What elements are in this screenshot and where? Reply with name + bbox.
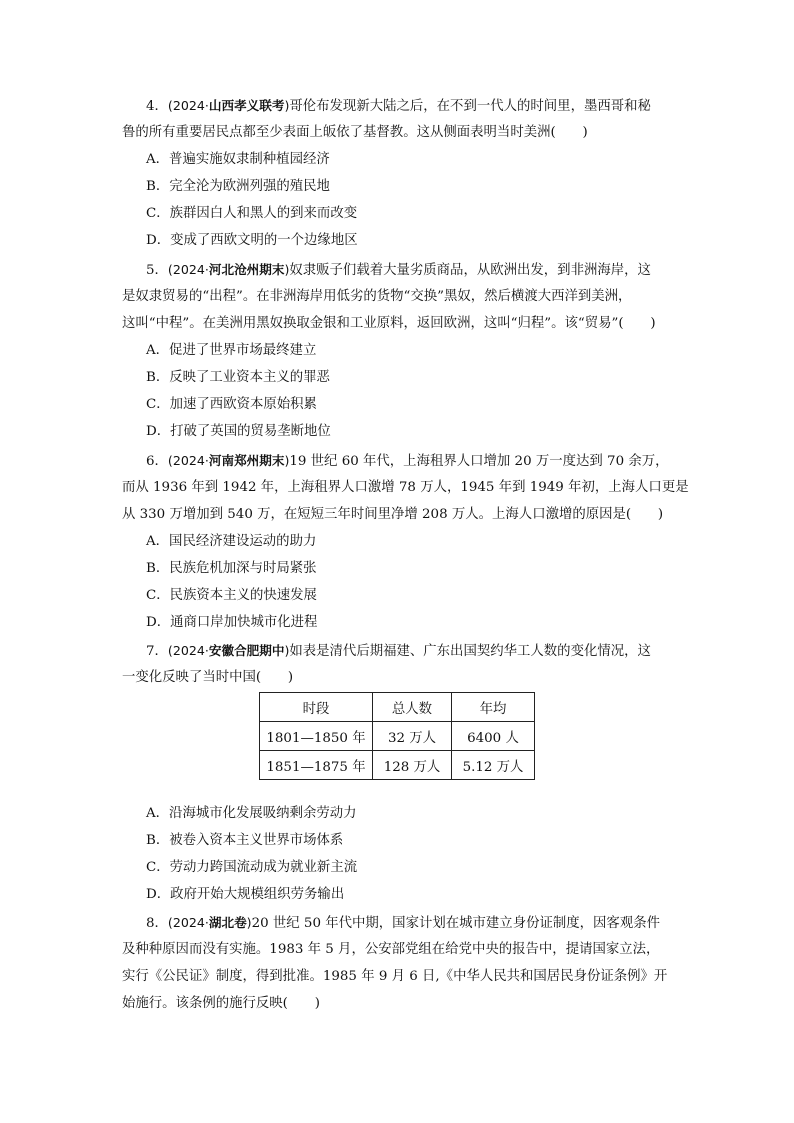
option-a: A．促进了世界市场最终建立 [146,343,317,358]
question-number: 8． [146,916,168,931]
table-row [260,722,535,751]
question-number: 5． [146,263,168,278]
table-header-cell: 总人数 [373,693,452,722]
option-a: A．沿海城市化发展吸纳剩余劳动力 [146,806,357,821]
table-header-row [260,693,535,722]
option-b: B．被卷入资本主义世界市场体系 [146,833,344,848]
question-source: (2024·山西孝义联考) [167,98,290,113]
question-stem-text: 19 世纪 60 年代，上海租界人口增加 20 万一度达到 70 余万， [289,454,669,469]
option-d: D．政府开始大规模组织劳务输出 [146,887,345,902]
question-4-line-1 [122,92,678,119]
table-header-cell: 年均 [452,693,535,722]
question-5 [122,256,678,445]
question-source: (2024·河南郑州期末) [167,453,290,468]
question-number: 4． [146,99,168,114]
question-stem-text: 从 330 万增加到 540 万，在短短三年时间里净增 208 万人。上海人口激增的原因是( ) [122,507,664,522]
question-4 [122,92,678,254]
question-6-line-1 [122,447,678,474]
table-cell: 32 万人 [373,722,452,751]
question-source: (2024·湖北卷) [167,915,252,930]
option-a: A．国民经济建设运动的助力 [146,534,317,549]
question-5-line-1 [122,256,678,283]
option-d: D．变成了西欧文明的一个边缘地区 [146,233,358,248]
option-c: C．加速了西欧资本原始积累 [146,397,317,412]
table-row [260,751,535,780]
option-b: B．反映了工业资本主义的罪恶 [146,370,330,385]
question-stem-text: 20 世纪 50 年代中期，国家计划在城市建立身份证制度，因客观条件 [251,916,660,931]
option-d: D．通商口岸加快城市化进程 [146,615,318,630]
question-stem-text: 始施行。该条例的施行反映( ) [122,996,320,1011]
option-d: D．打破了英国的贸易垄断地位 [146,424,331,439]
question-stem-text: 而从 1936 年到 1942 年，上海租界人口激增 78 万人，1945 年到 1949 年初，上海人口更是 [122,480,689,495]
question-7 [122,637,678,691]
option-b: B．完全沦为欧洲列强的殖民地 [146,179,330,194]
question-stem-text: 如表是清代后期福建、广东出国契约华工人数的变化情况，这 [289,644,651,659]
option-a: A．普遍实施奴隶制种植园经济 [146,152,330,167]
table-header-cell: 时段 [260,693,373,722]
option-c: C．民族资本主义的快速发展 [146,588,317,603]
question-8-line-1 [122,909,678,936]
question-source: (2024·河北沧州期末) [167,262,290,277]
question-stem-text: 哥伦布发现新大陆之后，在不到一代人的时间里，墨西哥和秘 [289,99,651,114]
question-stem-text: 实行《公民证》制度，得到批准。1985 年 9 月 6 日,《中华人民共和国居民身份证条例》开 [122,969,668,984]
table-cell: 6400 人 [452,722,535,751]
data-table [259,692,535,780]
table-cell: 1801—1850 年 [260,722,373,751]
question-7-line-1 [122,637,678,664]
question-stem-text: 是奴隶贸易的“出程”。在非洲海岸用低劣的货物“交换”黑奴，然后横渡大西洋到美洲， [122,289,632,304]
table-cell: 1851—1875 年 [260,751,373,780]
question-stem-text: 鲁的所有重要居民点都至少表面上皈依了基督教。这从侧面表明当时美洲( ) [122,125,588,140]
question-stem-text: 及种种原因而没有实施。1983 年 5 月，公安部党组在给党中央的报告中，提请国家立法， [122,942,660,957]
question-7-options [122,800,678,908]
question-stem-text: 这叫“中程”。在美洲用黑奴换取金银和工业原料，返回欧洲，这叫“归程”。该“贸易”( ) [122,316,656,331]
option-b: B．民族危机加深与时局紧张 [146,561,317,576]
question-number: 7． [146,644,168,659]
table-cell: 5.12 万人 [452,751,535,780]
option-c: C．族群因白人和黑人的到来而改变 [146,206,358,221]
question-source: (2024·安徽合肥期中) [167,643,290,658]
table-cell: 128 万人 [373,751,452,780]
question-number: 6． [146,454,168,469]
option-c: C．劳动力跨国流动成为就业新主流 [146,860,358,875]
question-stem-text: 奴隶贩子们载着大量劣质商品，从欧洲出发，到非洲海岸，这 [289,263,651,278]
question-stem-text: 一变化反映了当时中国( ) [122,670,294,685]
question-6 [122,447,689,636]
question-8 [122,909,678,1017]
